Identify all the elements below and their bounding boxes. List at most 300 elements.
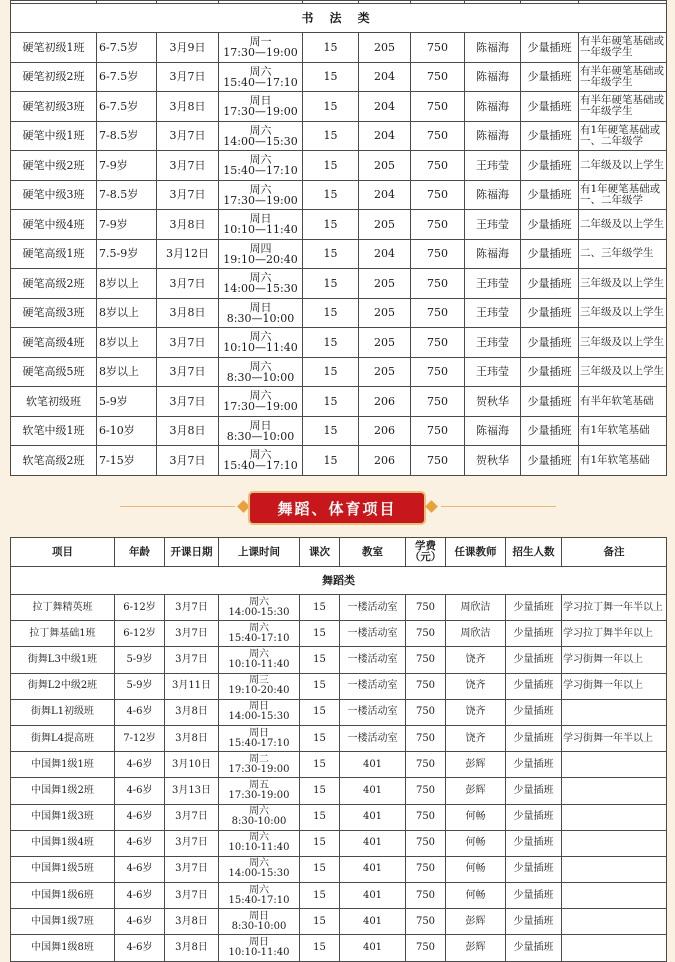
class-name-cell: 街舞L2中级2班 xyxy=(11,673,115,699)
age-cell: 4-6岁 xyxy=(115,778,165,804)
note-cell: 有1年软笔基础 xyxy=(579,446,667,476)
time-cell xyxy=(219,621,300,647)
room-cell: 401 xyxy=(340,778,406,804)
time-cell xyxy=(219,699,300,725)
weekday-text: 周六 xyxy=(249,832,269,844)
header-note: 备注 xyxy=(562,538,667,567)
teacher-cell: 何畅 xyxy=(446,883,506,909)
start-date-cell: 3月8日 xyxy=(157,298,219,328)
category-row xyxy=(11,567,667,595)
start-date-cell: 3月7日 xyxy=(165,883,219,909)
teacher-cell: 周欣洁 xyxy=(446,595,506,621)
teacher-cell: 陈福海 xyxy=(465,121,521,151)
sessions-cell: 15 xyxy=(303,328,359,358)
fee-cell: 750 xyxy=(406,856,446,882)
note-cell: 有1年硬笔基础或一、二年级学 xyxy=(579,121,667,151)
table-row xyxy=(11,121,667,151)
teacher-cell: 彭辉 xyxy=(446,778,506,804)
enroll-cell: 少量插班 xyxy=(506,830,562,856)
start-date-cell: 3月7日 xyxy=(157,269,219,299)
table-row xyxy=(11,269,667,299)
table-row xyxy=(11,935,667,961)
time-range-text: 15:40—17:10 xyxy=(223,75,298,89)
fee-cell: 750 xyxy=(411,357,465,387)
weekday-text: 周六 xyxy=(249,858,269,870)
weekday-text: 周二 xyxy=(249,753,269,765)
table-row xyxy=(11,239,667,269)
table-row xyxy=(11,804,667,830)
note-cell: 三年级及以上学生 xyxy=(579,328,667,358)
time-range-text: 17:30-19:00 xyxy=(228,789,290,801)
weekday-text: 周六 xyxy=(249,330,272,344)
age-cell: 5-9岁 xyxy=(115,647,165,673)
table-row xyxy=(11,328,667,358)
weekday-text: 周六 xyxy=(249,596,269,608)
weekday-text: 周六 xyxy=(249,389,272,403)
table-row xyxy=(11,725,667,751)
class-name-cell: 软笔初级班 xyxy=(11,387,97,417)
weekday-text: 周日 xyxy=(249,727,269,739)
time-range-text: 10:10—11:40 xyxy=(223,223,298,237)
class-name-cell: 中国舞1级3班 xyxy=(11,804,115,830)
table-row xyxy=(11,210,667,240)
room-cell: 204 xyxy=(359,121,411,151)
fee-cell: 750 xyxy=(411,62,465,92)
teacher-cell: 贺秋华 xyxy=(465,446,521,476)
note-cell xyxy=(562,909,667,935)
table-row xyxy=(11,699,667,725)
room-cell: 205 xyxy=(359,210,411,240)
class-name-cell: 硬笔初级1班 xyxy=(11,33,97,63)
weekday-text: 周六 xyxy=(249,448,272,462)
start-date-cell: 3月8日 xyxy=(157,210,219,240)
enroll-cell: 少量插班 xyxy=(521,62,579,92)
weekday-text: 周六 xyxy=(249,359,272,373)
sessions-cell: 15 xyxy=(303,416,359,446)
age-cell: 7-9岁 xyxy=(97,210,157,240)
time-range-text: 8:30—10:00 xyxy=(226,429,295,443)
time-cell xyxy=(219,92,303,122)
sessions-cell: 15 xyxy=(303,239,359,269)
time-cell xyxy=(219,752,300,778)
time-cell xyxy=(219,909,300,935)
class-name-cell: 软笔高级2班 xyxy=(11,446,97,476)
room-cell: 205 xyxy=(359,151,411,181)
age-cell: 5-9岁 xyxy=(115,673,165,699)
time-range-text: 19:10—20:40 xyxy=(223,252,298,266)
sessions-cell: 15 xyxy=(300,595,340,621)
table-row xyxy=(11,595,667,621)
time-range-text: 14:00—15:30 xyxy=(223,282,298,296)
age-cell: 8岁以上 xyxy=(97,357,157,387)
weekday-text: 周日 xyxy=(249,94,272,108)
sessions-cell: 15 xyxy=(300,647,340,673)
table-row xyxy=(11,883,667,909)
teacher-cell: 王玮莹 xyxy=(465,151,521,181)
note-cell: 三年级及以上学生 xyxy=(579,269,667,299)
note-cell: 二、三年级学生 xyxy=(579,239,667,269)
time-cell xyxy=(219,33,303,63)
room-cell: 206 xyxy=(359,416,411,446)
time-range-text: 8:30-10:00 xyxy=(231,920,287,932)
table-row xyxy=(11,830,667,856)
weekday-text: 周六 xyxy=(249,123,272,137)
teacher-cell: 王玮莹 xyxy=(465,298,521,328)
age-cell: 7-9岁 xyxy=(97,151,157,181)
start-date-cell: 3月7日 xyxy=(165,856,219,882)
note-cell: 有1年软笔基础 xyxy=(579,416,667,446)
enroll-cell: 少量插班 xyxy=(506,909,562,935)
header-name: 项目 xyxy=(11,538,115,567)
age-cell: 4-6岁 xyxy=(115,909,165,935)
time-cell xyxy=(219,121,303,151)
header-enroll: 招生人数 xyxy=(506,538,562,567)
sessions-cell: 15 xyxy=(300,778,340,804)
start-date-cell: 3月7日 xyxy=(165,647,219,673)
age-cell: 6-7.5岁 xyxy=(97,33,157,63)
room-cell: 204 xyxy=(359,180,411,210)
table-row xyxy=(11,180,667,210)
fee-cell: 750 xyxy=(411,328,465,358)
start-date-cell: 3月8日 xyxy=(157,92,219,122)
room-cell: 一楼活动室 xyxy=(340,725,406,751)
note-cell: 学习拉丁舞半年以上 xyxy=(562,621,667,647)
note-cell xyxy=(562,883,667,909)
age-cell: 8岁以上 xyxy=(97,328,157,358)
time-range-text: 8:30-10:00 xyxy=(231,816,287,828)
age-cell: 6-10岁 xyxy=(97,416,157,446)
header-room: 教室 xyxy=(340,538,406,567)
class-name-cell: 拉丁舞基础1班 xyxy=(11,621,115,647)
section-banner xyxy=(0,489,675,527)
time-range-text: 19:10-20:40 xyxy=(228,685,290,697)
enroll-cell: 少量插班 xyxy=(506,621,562,647)
time-cell xyxy=(219,804,300,830)
time-cell xyxy=(219,830,300,856)
weekday-text: 周日 xyxy=(249,212,272,226)
time-range-text: 15:40—17:10 xyxy=(223,459,298,473)
teacher-cell: 贺秋华 xyxy=(465,387,521,417)
enroll-cell: 少量插班 xyxy=(506,752,562,778)
time-cell xyxy=(219,180,303,210)
enroll-cell: 少量插班 xyxy=(506,804,562,830)
header-fee: 学费（元） xyxy=(406,538,446,567)
weekday-text: 周六 xyxy=(249,182,272,196)
note-cell: 有半年硬笔基础或一年级学生 xyxy=(579,62,667,92)
age-cell: 7-12岁 xyxy=(115,725,165,751)
banner-right-line xyxy=(441,506,556,507)
table-row xyxy=(11,92,667,122)
teacher-cell: 王玮莹 xyxy=(465,269,521,299)
time-range-text: 15:40—17:10 xyxy=(223,164,298,178)
weekday-text: 周六 xyxy=(249,64,272,78)
enroll-cell: 少量插班 xyxy=(521,446,579,476)
sessions-cell: 15 xyxy=(303,269,359,299)
time-range-text: 14:00-15:30 xyxy=(228,868,290,880)
age-cell: 7-8.5岁 xyxy=(97,180,157,210)
start-date-cell: 3月8日 xyxy=(165,699,219,725)
header-age: 年龄 xyxy=(115,538,165,567)
time-cell xyxy=(219,446,303,476)
enroll-cell: 少量插班 xyxy=(521,298,579,328)
table-row xyxy=(11,151,667,181)
sessions-cell: 15 xyxy=(300,883,340,909)
age-cell: 7.5-9岁 xyxy=(97,239,157,269)
age-cell: 6-12岁 xyxy=(115,595,165,621)
age-cell: 4-6岁 xyxy=(115,935,165,961)
table-row xyxy=(11,621,667,647)
fee-cell: 750 xyxy=(411,298,465,328)
room-cell: 205 xyxy=(359,269,411,299)
note-cell: 学习街舞一年半以上 xyxy=(562,725,667,751)
time-cell xyxy=(219,778,300,804)
table-row xyxy=(11,357,667,387)
weekday-text: 周六 xyxy=(249,884,269,896)
class-name-cell: 拉丁舞精英班 xyxy=(11,595,115,621)
class-name-cell: 中国舞1级8班 xyxy=(11,935,115,961)
time-cell xyxy=(219,269,303,299)
age-cell: 5-9岁 xyxy=(97,387,157,417)
note-cell: 有半年硬笔基础或一年级学生 xyxy=(579,33,667,63)
category-row xyxy=(11,4,667,33)
time-range-text: 17:30—19:00 xyxy=(223,46,298,60)
banner-left-line xyxy=(120,506,235,507)
time-cell xyxy=(219,328,303,358)
weekday-text: 周日 xyxy=(249,937,269,949)
table-row xyxy=(11,387,667,417)
header-start: 开课日期 xyxy=(165,538,219,567)
room-cell: 204 xyxy=(359,239,411,269)
enroll-cell: 少量插班 xyxy=(521,416,579,446)
note-cell: 有1年硬笔基础或一、二年级学 xyxy=(579,180,667,210)
room-cell: 401 xyxy=(340,804,406,830)
enroll-cell: 少量插班 xyxy=(506,778,562,804)
calligraphy-category-label: 书 法 类 xyxy=(11,4,667,33)
teacher-cell: 饶齐 xyxy=(446,647,506,673)
class-name-cell: 街舞L4提高班 xyxy=(11,725,115,751)
teacher-cell: 周欣洁 xyxy=(446,621,506,647)
fee-cell: 750 xyxy=(406,778,446,804)
teacher-cell: 陈福海 xyxy=(465,92,521,122)
class-name-cell: 中国舞1级5班 xyxy=(11,856,115,882)
note-cell: 学习拉丁舞一年半以上 xyxy=(562,595,667,621)
class-name-cell: 街舞L3中级1班 xyxy=(11,647,115,673)
class-name-cell: 硬笔高级4班 xyxy=(11,328,97,358)
note-cell: 二年级及以上学生 xyxy=(579,210,667,240)
room-cell: 206 xyxy=(359,387,411,417)
age-cell: 7-15岁 xyxy=(97,446,157,476)
room-cell: 401 xyxy=(340,883,406,909)
time-cell xyxy=(219,416,303,446)
start-date-cell: 3月7日 xyxy=(157,387,219,417)
room-cell: 一楼活动室 xyxy=(340,595,406,621)
sessions-cell: 15 xyxy=(303,210,359,240)
header-teacher: 任课教师 xyxy=(446,538,506,567)
sessions-cell: 15 xyxy=(303,151,359,181)
fee-cell: 750 xyxy=(411,239,465,269)
fee-cell: 750 xyxy=(411,416,465,446)
teacher-cell: 彭辉 xyxy=(446,752,506,778)
fee-cell: 750 xyxy=(411,446,465,476)
fee-cell: 750 xyxy=(411,121,465,151)
weekday-text: 周日 xyxy=(249,701,269,713)
fee-cell: 750 xyxy=(406,804,446,830)
time-cell xyxy=(219,647,300,673)
start-date-cell: 3月9日 xyxy=(157,33,219,63)
class-name-cell: 中国舞1级2班 xyxy=(11,778,115,804)
enroll-cell: 少量插班 xyxy=(521,328,579,358)
sessions-cell: 15 xyxy=(303,121,359,151)
class-name-cell: 中国舞1级6班 xyxy=(11,883,115,909)
enroll-cell: 少量插班 xyxy=(521,239,579,269)
teacher-cell: 何畅 xyxy=(446,856,506,882)
weekday-text: 周一 xyxy=(249,35,272,49)
teacher-cell: 饶齐 xyxy=(446,725,506,751)
time-range-text: 17:30—19:00 xyxy=(223,400,298,414)
age-cell: 4-6岁 xyxy=(115,804,165,830)
table-row xyxy=(11,778,667,804)
time-cell xyxy=(219,210,303,240)
room-cell: 205 xyxy=(359,298,411,328)
fee-cell: 750 xyxy=(411,151,465,181)
fee-cell: 750 xyxy=(406,725,446,751)
age-cell: 4-6岁 xyxy=(115,830,165,856)
enroll-cell: 少量插班 xyxy=(506,595,562,621)
fee-cell: 750 xyxy=(411,387,465,417)
time-range-text: 15:40-17:10 xyxy=(228,632,290,644)
fee-cell: 750 xyxy=(411,210,465,240)
sessions-cell: 15 xyxy=(303,387,359,417)
dance-header-row xyxy=(11,538,667,567)
time-range-text: 8:30—10:00 xyxy=(226,311,295,325)
fee-cell: 750 xyxy=(411,92,465,122)
class-name-cell: 硬笔高级1班 xyxy=(11,239,97,269)
class-name-cell: 软笔中级1班 xyxy=(11,416,97,446)
class-name-cell: 中国舞1级1班 xyxy=(11,752,115,778)
table-row xyxy=(11,856,667,882)
start-date-cell: 3月7日 xyxy=(157,180,219,210)
fee-cell: 750 xyxy=(411,33,465,63)
fee-cell: 750 xyxy=(406,673,446,699)
note-cell: 二年级及以上学生 xyxy=(579,151,667,181)
enroll-cell: 少量插班 xyxy=(521,387,579,417)
time-range-text: 17:30-19:00 xyxy=(228,763,290,775)
time-cell xyxy=(219,673,300,699)
room-cell: 401 xyxy=(340,935,406,961)
teacher-cell: 饶齐 xyxy=(446,699,506,725)
time-range-text: 10:10-11:40 xyxy=(228,947,290,959)
enroll-cell: 少量插班 xyxy=(506,883,562,909)
class-name-cell: 硬笔高级3班 xyxy=(11,298,97,328)
teacher-cell: 王玮莹 xyxy=(465,210,521,240)
room-cell: 一楼活动室 xyxy=(340,621,406,647)
start-date-cell: 3月12日 xyxy=(157,239,219,269)
sessions-cell: 15 xyxy=(300,699,340,725)
enroll-cell: 少量插班 xyxy=(521,121,579,151)
time-cell xyxy=(219,298,303,328)
class-name-cell: 街舞L1初级班 xyxy=(11,699,115,725)
class-name-cell: 硬笔中级3班 xyxy=(11,180,97,210)
time-cell xyxy=(219,856,300,882)
room-cell: 一楼活动室 xyxy=(340,673,406,699)
sessions-cell: 15 xyxy=(303,180,359,210)
time-cell xyxy=(219,62,303,92)
weekday-text: 周四 xyxy=(249,241,272,255)
note-cell xyxy=(562,778,667,804)
fee-cell: 750 xyxy=(406,830,446,856)
enroll-cell: 少量插班 xyxy=(506,725,562,751)
time-range-text: 17:30—19:00 xyxy=(223,105,298,119)
weekday-text: 周日 xyxy=(249,300,272,314)
calligraphy-table xyxy=(10,0,667,476)
fee-cell: 750 xyxy=(406,595,446,621)
time-cell xyxy=(219,725,300,751)
sessions-cell: 15 xyxy=(303,298,359,328)
age-cell: 4-6岁 xyxy=(115,752,165,778)
enroll-cell: 少量插班 xyxy=(521,269,579,299)
teacher-cell: 陈福海 xyxy=(465,33,521,63)
teacher-cell: 王玮莹 xyxy=(465,328,521,358)
enroll-cell: 少量插班 xyxy=(506,935,562,961)
start-date-cell: 3月10日 xyxy=(165,752,219,778)
room-cell: 206 xyxy=(359,446,411,476)
table-row xyxy=(11,33,667,63)
fee-cell: 750 xyxy=(406,909,446,935)
start-date-cell: 3月8日 xyxy=(165,935,219,961)
weekday-text: 周日 xyxy=(249,910,269,922)
sessions-cell: 15 xyxy=(300,856,340,882)
sessions-cell: 15 xyxy=(300,752,340,778)
time-range-text: 15:40-17:10 xyxy=(228,894,290,906)
age-cell: 4-6岁 xyxy=(115,856,165,882)
class-name-cell: 硬笔高级5班 xyxy=(11,357,97,387)
age-cell: 6-7.5岁 xyxy=(97,62,157,92)
note-cell: 三年级及以上学生 xyxy=(579,357,667,387)
start-date-cell: 3月7日 xyxy=(157,357,219,387)
start-date-cell: 3月7日 xyxy=(157,328,219,358)
sessions-cell: 15 xyxy=(300,909,340,935)
start-date-cell: 3月7日 xyxy=(165,621,219,647)
fee-cell: 750 xyxy=(406,621,446,647)
sessions-cell: 15 xyxy=(300,621,340,647)
fee-cell: 750 xyxy=(411,269,465,299)
room-cell: 一楼活动室 xyxy=(340,647,406,673)
enroll-cell: 少量插班 xyxy=(521,357,579,387)
enroll-cell: 少量插班 xyxy=(521,180,579,210)
start-date-cell: 3月8日 xyxy=(165,909,219,935)
teacher-cell: 陈福海 xyxy=(465,62,521,92)
teacher-cell: 陈福海 xyxy=(465,180,521,210)
class-name-cell: 硬笔高级2班 xyxy=(11,269,97,299)
time-cell xyxy=(219,151,303,181)
room-cell: 401 xyxy=(340,909,406,935)
room-cell: 204 xyxy=(359,62,411,92)
start-date-cell: 3月7日 xyxy=(157,62,219,92)
weekday-text: 周三 xyxy=(249,675,269,687)
time-cell xyxy=(219,239,303,269)
time-range-text: 14:00-15:30 xyxy=(228,711,290,723)
class-name-cell: 中国舞1级4班 xyxy=(11,830,115,856)
sessions-cell: 15 xyxy=(300,830,340,856)
class-name-cell: 硬笔中级1班 xyxy=(11,121,97,151)
dance-table xyxy=(10,537,667,962)
fee-cell: 750 xyxy=(406,935,446,961)
room-cell: 401 xyxy=(340,856,406,882)
time-range-text: 10:10—11:40 xyxy=(223,341,298,355)
enroll-cell: 少量插班 xyxy=(506,699,562,725)
table-row xyxy=(11,446,667,476)
sessions-cell: 15 xyxy=(303,92,359,122)
